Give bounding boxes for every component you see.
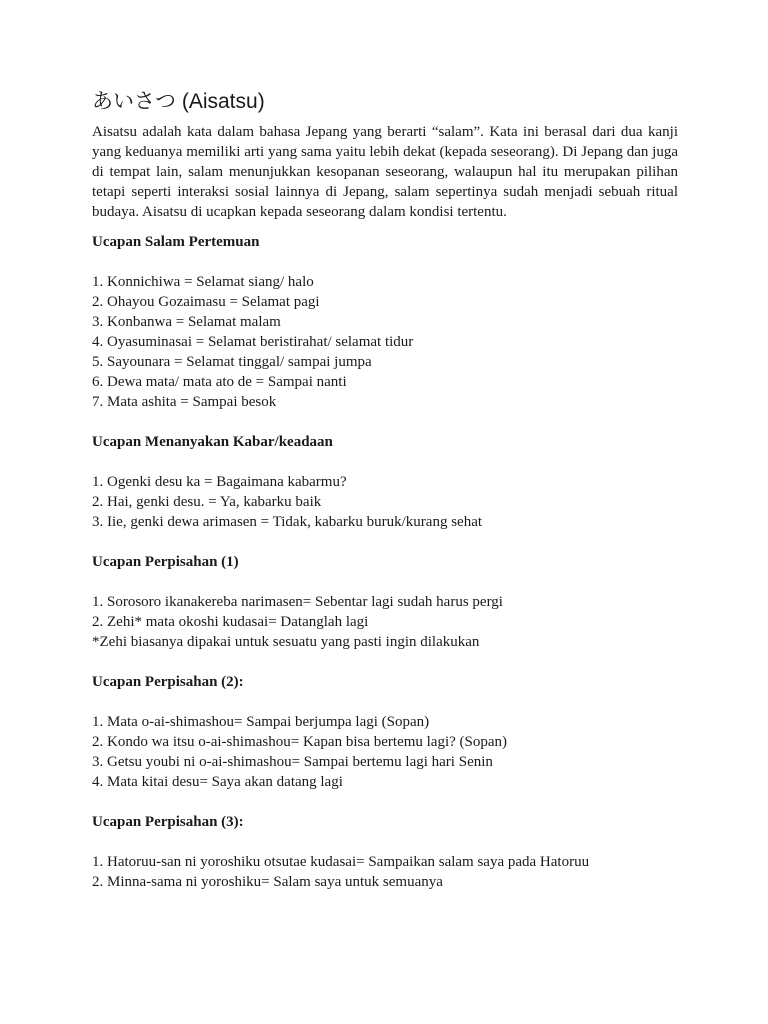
list-item: 1. Hatoruu-san ni yoroshiku otsutae kudasai= Sampaikan salam saya pada Hatoruu <box>92 854 590 870</box>
list-item: 2. Zehi* mata okoshi kudasai= Datanglah lagi <box>92 614 369 630</box>
section-heading: Ucapan Menanyakan Kabar/keadaan <box>92 434 333 450</box>
list-item: 2. Ohayou Gozaimasu = Selamat pagi <box>92 294 320 310</box>
document-title: あいさつ (Aisatsu) <box>92 90 265 113</box>
section-footnote: *Zehi biasanya dipakai untuk sesuatu yang pasti ingin dilakukan <box>92 634 480 650</box>
section-salam-pertemuan <box>92 232 678 412</box>
intro-paragraph: Aisatsu adalah kata dalam bahasa Jepang yang berarti “salam”. Kata ini berasal dari dua kanji yang keduanya memiliki arti yang sama yaitu lebih dekat (kepada seseorang). Di Jepang dan juga di tempat lain, salam menunjukkan kesopanan seseorang, walaupun hal itu merupakan pilihan tetapi seperti interaksi sosial lainnya di Jepang, salam sepertinya sudah menjadi sebuah ritual budaya. Aisatsu di ucapkan kepada seseorang dalam kondisi tertentu. <box>92 124 678 220</box>
section-perpisahan-1 <box>92 552 678 652</box>
list-item: 3. Getsu youbi ni o-ai-shimashou= Sampai bertemu lagi hari Senin <box>92 754 493 770</box>
section-perpisahan-2 <box>92 672 678 792</box>
list-item: 1. Mata o-ai-shimashou= Sampai berjumpa lagi (Sopan) <box>92 714 430 730</box>
section-heading: Ucapan Perpisahan (3): <box>92 814 244 830</box>
section-heading: Ucapan Perpisahan (1) <box>92 554 239 570</box>
section-menanyakan-kabar <box>92 432 678 532</box>
list-item: 4. Mata kitai desu= Saya akan datang lagi <box>92 774 343 790</box>
list-item: 4. Oyasuminasai = Selamat beristirahat/ selamat tidur <box>92 334 414 350</box>
list-item: 2. Minna-sama ni yoroshiku= Salam saya untuk semuanya <box>92 874 443 890</box>
list-item: 2. Hai, genki desu. = Ya, kabarku baik <box>92 494 322 510</box>
list-item: 5. Sayounara = Selamat tinggal/ sampai jumpa <box>92 354 372 370</box>
list-item: 1. Konnichiwa = Selamat siang/ halo <box>92 274 314 290</box>
list-item: 6. Dewa mata/ mata ato de = Sampai nanti <box>92 374 347 390</box>
list-item: 1. Sorosoro ikanakereba narimasen= Sebentar lagi sudah harus pergi <box>92 594 503 610</box>
list-item: 2. Kondo wa itsu o-ai-shimashou= Kapan bisa bertemu lagi? (Sopan) <box>92 734 508 750</box>
section-perpisahan-3 <box>92 812 678 892</box>
list-item: 7. Mata ashita = Sampai besok <box>92 394 277 410</box>
list-item: 3. Iie, genki dewa arimasen = Tidak, kabarku buruk/kurang sehat <box>92 514 483 530</box>
list-item: 3. Konbanwa = Selamat malam <box>92 314 281 330</box>
list-item: 1. Ogenki desu ka = Bagaimana kabarmu? <box>92 474 347 490</box>
section-heading: Ucapan Salam Pertemuan <box>92 234 260 250</box>
section-heading: Ucapan Perpisahan (2): <box>92 674 244 690</box>
